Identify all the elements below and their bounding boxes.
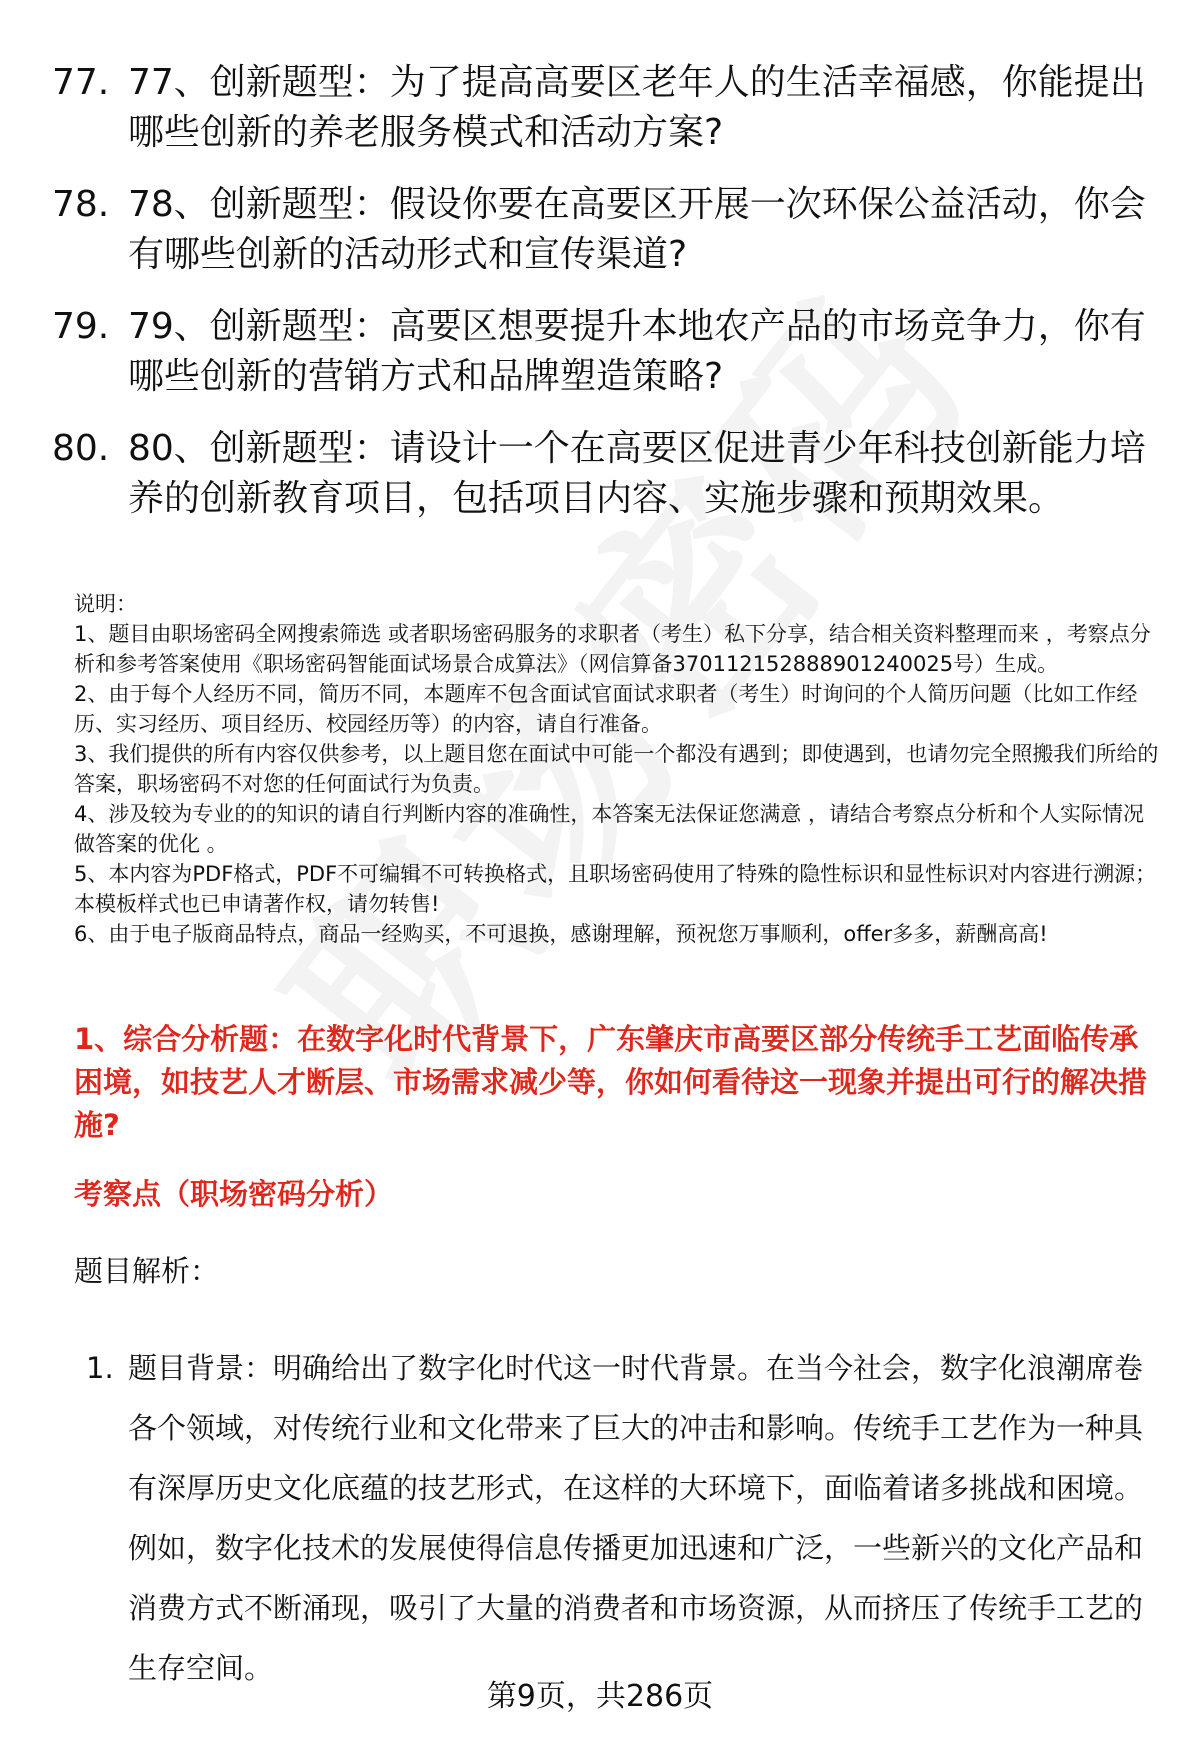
list-item [52,424,1152,524]
question-text: 79、创新题型：高要区想要提升本地农产品的市场竞争力，你有哪些创新的营销方式和品牌塑造策略? [128,306,1146,397]
question-text: 77、创新题型：为了提高高要区老年人的生活幸福感，你能提出哪些创新的养老服务模式和活动方案? [128,62,1146,153]
list-item [52,180,1152,280]
question-list [52,58,1152,546]
note-item: 1、题目由职场密码全网搜索筛选 或者职场密码服务的求职者（考生）私下分享，结合相关资料整理而来 ，考察点分析和参考答案使用《职场密码智能面试场景合成算法》（网信算备370112152888901240025号）生成。 [74,622,1151,676]
analysis-list [86,1338,1156,1698]
note-item: 5、本内容为PDF格式，PDF不可编辑不可转换格式，且职场密码使用了特殊的隐性标识和显性标识对内容进行溯源；本模板样式也已申请著作权，请勿转售! [74,862,1157,916]
list-number: 79. [52,306,110,347]
list-number: 80. [52,428,110,469]
list-number: 77. [52,62,110,103]
analysis-text: 题目背景：明确给出了数字化时代这一时代背景。在当今社会，数字化浪潮席卷各个领域，对传统行业和文化带来了巨大的冲击和影响。传统手工艺作为一种具有深厚历史文化底蕴的技艺形式，在这样的大环境下，面临着诸多挑战和困境。例如，数字化技术的发展使得信息传播更加迅速和广泛，一些新兴的文化产品和消费方式不断涌现，吸引了大量的消费者和市场资源，从而挤压了传统手工艺的生存空间。 [128,1351,1144,1685]
exam-point-heading: 考察点（职场密码分析） [74,1177,394,1211]
notes-section [74,589,1164,949]
list-item [52,58,1152,158]
page-footer: 第9页，共286页 [486,1679,714,1714]
question-text: 80、创新题型：请设计一个在高要区促进青少年科技创新能力培养的创新教育项目，包括项目内容、实施步骤和预期效果。 [128,428,1146,519]
question-heading: 1、综合分析题：在数字化时代背景下，广东肇庆市高要区部分传统手工艺面临传承困境，如技艺人才断层、市场需求减少等，你如何看待这一现象并提出可行的解决措施? [74,1022,1148,1142]
note-item: 2、由于每个人经历不同，简历不同，本题库不包含面试官面试求职者（考生）时询问的个人简历问题（比如工作经历、实习经历、项目经历、校园经历等）的内容，请自行准备。 [74,682,1138,736]
note-item: 4、涉及较为专业的的知识的请自行判断内容的准确性，本答案无法保证您满意 ，请结合考察点分析和个人实际情况做答案的优化 。 [74,802,1145,856]
list-number: 78. [52,184,110,225]
notes-title: 说明： [74,592,137,616]
question-text: 78、创新题型：假设你要在高要区开展一次环保公益活动，你会有哪些创新的活动形式和宣传渠道? [128,184,1146,275]
list-item [86,1338,1156,1698]
list-item [52,302,1152,402]
analysis-label: 题目解析： [74,1254,220,1288]
list-number: 1. [86,1351,114,1385]
note-item: 6、由于电子版商品特点，商品一经购买，不可退换，感谢理解，预祝您万事顺利，offer多多，薪酬高高! [74,922,1048,946]
note-item: 3、我们提供的所有内容仅供参考，以上题目您在面试中可能一个都没有遇到；即使遇到，也请勿完全照搬我们所给的答案，职场密码不对您的任何面试行为负责。 [74,742,1159,796]
